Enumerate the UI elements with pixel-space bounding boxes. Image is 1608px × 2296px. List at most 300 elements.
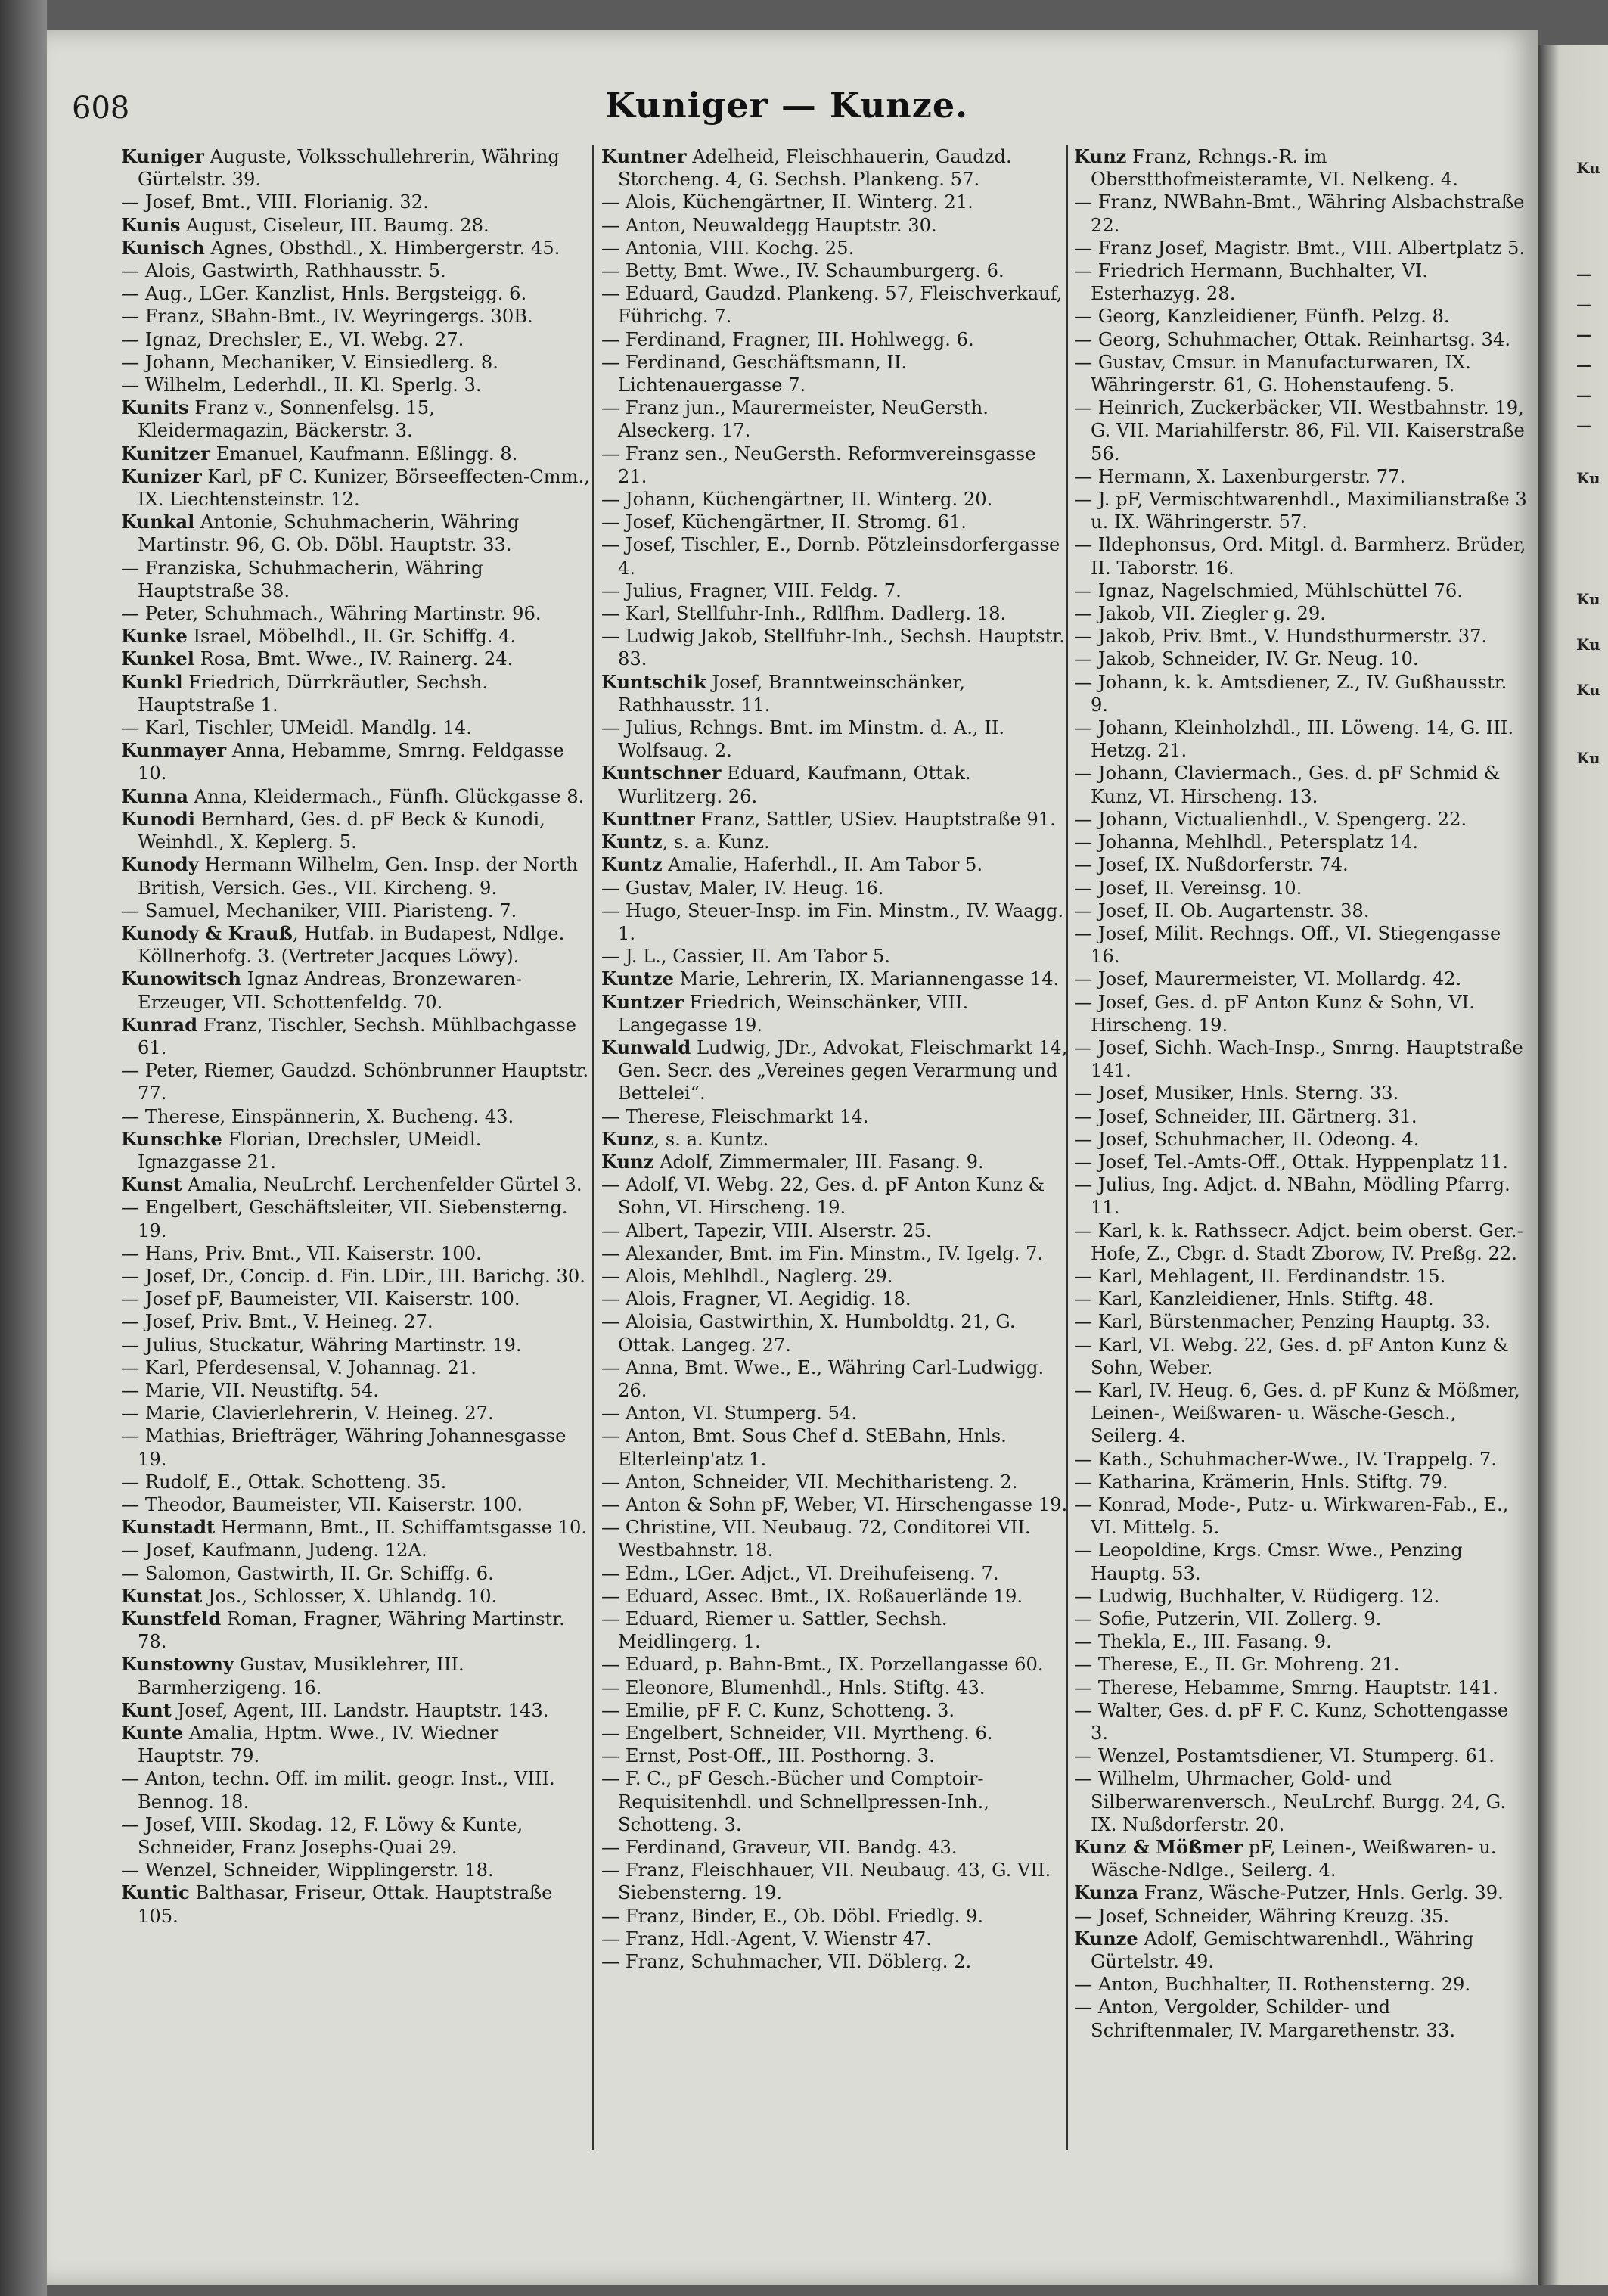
entry-details: — Jakob, VII. Ziegler g. 29.	[1074, 603, 1326, 625]
entry-surname: Kunisch	[121, 236, 205, 259]
entry-surname: Kunwald	[601, 1036, 691, 1058]
entry-surname: Kunz	[601, 1127, 654, 1150]
directory-column-1	[121, 145, 590, 2263]
entry-details: — Hans, Priv. Bmt., VII. Kaiserstr. 100.	[121, 1242, 482, 1264]
entry-details: — Julius, Stuckatur, Währing Martinstr. 19.	[121, 1334, 522, 1356]
entry-details: — Karl, IV. Heug. 6, Ges. d. pF Kunz & Mößmer, Leinen-, Weißwaren- u. Wäsche-Gesch., Seilerg. 4.	[1074, 1379, 1520, 1447]
directory-entry	[121, 808, 590, 853]
entry-details: — Josef, Küchengärtner, II. Stromg. 61.	[601, 511, 967, 533]
directory-entry	[1074, 465, 1528, 488]
directory-entry	[121, 282, 590, 305]
entry-surname: Kunz	[601, 1150, 654, 1173]
entry-details: — Franziska, Schuhmacherin, Währing Hauptstraße 38.	[121, 557, 483, 601]
entry-details: — Alexander, Bmt. im Fin. Minstm., IV. Igelg. 7.	[601, 1242, 1044, 1264]
adjacent-page-fragment: —	[1576, 416, 1591, 434]
entry-details: — Adolf, VI. Webg. 22, Ges. d. pF Anton Kunz & Sohn, VI. Hirscheng. 19.	[601, 1174, 1045, 1219]
directory-entry	[1074, 1219, 1528, 1265]
directory-entry	[601, 899, 1070, 945]
directory-entry	[121, 1813, 590, 1859]
entry-surname: Kunst	[121, 1173, 182, 1196]
entry-details: — Georg, Schuhmacher, Ottak. Reinhartsg. 34.	[1074, 328, 1511, 350]
entry-details: — Franz Josef, Magistr. Bmt., VIII. Albertplatz 5.	[1074, 237, 1526, 259]
directory-entry	[1074, 1745, 1528, 1767]
entry-surname: Kunitzer	[121, 442, 210, 464]
entry-details: — Josef, VIII. Skodag. 12, F. Löwy & Kunte, Schneider, Franz Josephs-Quai 29.	[121, 1813, 523, 1859]
entry-details: Antonie, Schuhmacherin, Währing Martinstr. 96, G. Ob. Döbl. Hauptstr. 33.	[138, 511, 520, 556]
entry-details: Friedrich, Dürrkräutler, Sechsh. Hauptstraße 1.	[138, 671, 489, 716]
entry-details: — Ferdinand, Geschäftsmann, II. Lichtenauergasse 7.	[601, 351, 908, 396]
entry-details: — Katharina, Krämerin, Hnls. Stiftg. 79.	[1074, 1471, 1448, 1493]
directory-entry	[601, 328, 1070, 351]
entry-details: Auguste, Volksschullehrerin, Währing Gürtelstr. 39.	[138, 146, 560, 191]
directory-entry	[601, 1128, 1070, 1151]
entry-details: — Rudolf, E., Ottak. Schotteng. 35.	[121, 1471, 447, 1493]
directory-entry	[1074, 877, 1528, 899]
directory-entry	[121, 1265, 590, 1288]
directory-entry	[601, 1699, 1070, 1722]
directory-entry	[601, 1242, 1070, 1265]
entry-details: — Georg, Kanzleidiener, Fünfh. Pelzg. 8.	[1074, 306, 1450, 328]
directory-entry	[1074, 1996, 1528, 2041]
entry-details: Adelheid, Fleischhauerin, Gaudzd. Storcheng. 4, G. Sechsh. Plankeng. 57.	[618, 146, 1012, 191]
entry-details: — Eleonore, Blumenhdl., Hnls. Stiftg. 43.	[601, 1676, 986, 1698]
directory-entry	[121, 853, 590, 899]
entry-details: — Wilhelm, Lederhdl., II. Kl. Sperlg. 3.	[121, 374, 482, 396]
directory-entry	[601, 1836, 1070, 1859]
entry-details: — Karl, Tischler, UMeidl. Mandlg. 14.	[121, 717, 472, 739]
directory-entry	[1074, 1128, 1528, 1151]
directory-entry	[1074, 1881, 1528, 1904]
entry-surname: Kunze	[1074, 1927, 1138, 1950]
entry-details: — Alois, Gastwirth, Rathhausstr. 5.	[121, 260, 446, 282]
directory-entry	[1074, 922, 1528, 968]
entry-details: — Aloisia, Gastwirthin, X. Humboldtg. 21, G. Ottak. Langeg. 27.	[601, 1311, 1016, 1356]
directory-entry	[121, 1242, 590, 1265]
entry-details: Marie, Lehrerin, IX. Mariannengasse 14.	[673, 968, 1060, 990]
entry-details: Anna, Hebamme, Smrng. Feldgasse 10.	[138, 740, 564, 784]
directory-entry	[601, 1493, 1070, 1516]
directory-entry	[601, 145, 1070, 191]
directory-entry	[121, 1539, 590, 1561]
entry-details: August, Ciseleur, III. Baumg. 28.	[180, 214, 489, 236]
entry-details: — Ildephonsus, Ord. Mitgl. d. Barmherz. Brüder, II. Taborstr. 16.	[1074, 534, 1526, 579]
directory-entry	[601, 1562, 1070, 1585]
directory-entry	[1074, 396, 1528, 465]
directory-entry	[1074, 853, 1528, 876]
directory-entry	[121, 1379, 590, 1402]
entry-details: — Wilhelm, Uhrmacher, Gold- und Silberwarenversch., NeuLrchf. Burgg. 24, G. IX. Nußdorferstr. 20.	[1074, 1768, 1506, 1835]
entry-details: Eduard, Kaufmann, Ottak. Wurlitzerg. 26.	[618, 763, 971, 807]
directory-entry	[121, 443, 590, 465]
directory-entry	[1074, 648, 1528, 670]
directory-entry	[1074, 1928, 1528, 1973]
directory-entry	[1074, 1653, 1528, 1676]
entry-details: Israel, Möbelhdl., II. Gr. Schiffg. 4.	[187, 626, 517, 648]
adjacent-page-fragment: —	[1576, 265, 1591, 283]
entry-details: Franz, Tischler, Sechsh. Mühlbachgasse 61.	[138, 1014, 576, 1058]
entry-details: Ludwig, JDr., Advokat, Fleischmarkt 14, Gen. Secr. des „Vereines gegen Verarmung und Bettelei“.	[618, 1036, 1068, 1105]
directory-entry	[1074, 1448, 1528, 1471]
directory-entry	[121, 557, 590, 602]
directory-entry	[121, 716, 590, 739]
entry-details: — Josef, Milit. Rechngs. Off., VI. Stiegengasse 16.	[1074, 922, 1501, 968]
entry-details: Josef, Agent, III. Landstr. Hauptstr. 143.	[171, 1699, 549, 1721]
entry-details: — Jakob, Schneider, IV. Gr. Neug. 10.	[1074, 648, 1419, 670]
directory-entry	[601, 968, 1070, 990]
entry-details: — Josef, Tischler, E., Dornb. Pötzleinsdorfergasse 4.	[601, 534, 1060, 579]
entry-details: — Samuel, Mechaniker, VIII. Piaristeng. 7.	[121, 899, 517, 921]
entry-details: — F. C., pF Gesch.-Bücher und Comptoir-Requisitenhdl. und Schnellpressen-Inh., Schotteng. 3.	[601, 1768, 989, 1835]
directory-entry	[1074, 808, 1528, 831]
entry-details: — Antonia, VIII. Kochg. 25.	[601, 237, 855, 259]
directory-entry	[1074, 488, 1528, 533]
directory-entry	[121, 465, 590, 511]
entry-details: — Christine, VII. Neubaug. 72, Conditorei VII. Westbahnstr. 18.	[601, 1517, 1031, 1561]
directory-entry	[121, 214, 590, 237]
entry-details: , s. a. Kunz.	[662, 831, 770, 853]
entry-details: — Anton, Schneider, VII. Mechitharisteng. 2.	[601, 1471, 1018, 1493]
entry-details: — Julius, Ing. Adjct. d. NBahn, Mödling Pfarrg. 11.	[1074, 1174, 1510, 1219]
directory-entry	[1074, 1288, 1528, 1310]
adjacent-page-fragment: —	[1576, 386, 1591, 404]
directory-entry	[601, 214, 1070, 237]
entry-details: — Peter, Schuhmach., Währing Martinstr. 96.	[121, 603, 542, 625]
entry-details: — J. L., Cassier, II. Am Tabor 5.	[601, 946, 890, 968]
adjacent-page-fragment: Ku	[1576, 159, 1600, 177]
directory-entry	[121, 1471, 590, 1493]
entry-surname: Kunt	[121, 1698, 172, 1721]
entry-details: — Johann, Kleinholzhdl., III. Löweng. 14, G. III. Hetzg. 21.	[1074, 717, 1514, 762]
entry-details: — Anna, Bmt. Wwe., E., Währing Carl-Ludwigg. 26.	[601, 1356, 1045, 1401]
directory-entry	[121, 328, 590, 351]
entry-details: — Hermann, X. Laxenburgerstr. 77.	[1074, 465, 1406, 487]
directory-entry	[601, 762, 1070, 807]
entry-details: — Josef pF, Baumeister, VII. Kaiserstr. 100.	[121, 1288, 520, 1310]
directory-entry	[121, 396, 590, 442]
entry-surname: Kunz & Mößmer	[1074, 1836, 1243, 1859]
entry-details: — Aug., LGer. Kanzlist, Hnls. Bergsteigg. 6.	[121, 283, 527, 305]
entry-details: — Franz, Schuhmacher, VII. Döblerg. 2.	[601, 1951, 972, 1973]
directory-entry	[601, 191, 1070, 213]
entry-details: — Josef, Maurermeister, VI. Mollardg. 42.	[1074, 968, 1462, 990]
entry-details: Amalie, Haferhdl., II. Am Tabor 5.	[662, 854, 983, 876]
directory-entry	[601, 351, 1070, 396]
entry-surname: Kuntz	[601, 831, 663, 853]
directory-entry	[1074, 1471, 1528, 1493]
directory-entry	[121, 1608, 590, 1653]
entry-details: — Johann, Mechaniker, V. Einsiedlerg. 8.	[121, 351, 498, 373]
directory-entry	[601, 396, 1070, 442]
entry-details: Franz, Wäsche-Putzer, Hnls. Gerlg. 39.	[1138, 1882, 1504, 1904]
entry-surname: Kunkl	[121, 670, 183, 693]
directory-entry	[601, 533, 1070, 579]
directory-entry	[601, 1425, 1070, 1470]
entry-details: — Walter, Ges. d. pF F. C. Kunz, Schottengasse 3.	[1074, 1699, 1509, 1745]
directory-entry	[121, 1516, 590, 1539]
entry-details: — Marie, Clavierlehrerin, V. Heineg. 27.	[121, 1403, 494, 1425]
directory-entry	[1074, 305, 1528, 328]
entry-surname: Kunody	[121, 853, 199, 876]
entry-details: — Franz, SBahn-Bmt., IV. Weyringergs. 30B.	[121, 306, 533, 328]
entry-details: — Karl, VI. Webg. 22, Ges. d. pF Anton Kunz & Sohn, Weber.	[1074, 1334, 1509, 1378]
directory-entry	[601, 1219, 1070, 1242]
entry-details: — Eduard, p. Bahn-Bmt., IX. Porzellangasse 60.	[601, 1654, 1044, 1676]
entry-details: — Julius, Fragner, VIII. Feldg. 7.	[601, 579, 902, 601]
directory-entry	[1074, 1105, 1528, 1128]
entry-details: — Wenzel, Schneider, Wipplingerstr. 18.	[121, 1859, 494, 1881]
directory-entry	[601, 1928, 1070, 1950]
entry-surname: Kunis	[121, 213, 181, 236]
directory-entry	[601, 625, 1070, 670]
entry-details: — Ignaz, Nagelschmied, Mühlschüttel 76.	[1074, 579, 1463, 601]
entry-surname: Kuniger	[121, 145, 204, 167]
entry-details: — Anton, techn. Off. im milit. geogr. Inst., VIII. Bennog. 18.	[121, 1768, 555, 1813]
directory-entry	[1074, 351, 1528, 396]
directory-entry	[121, 1653, 590, 1698]
adjacent-page-fragment: —	[1576, 325, 1591, 343]
directory-entry	[121, 625, 590, 648]
directory-entry	[601, 671, 1070, 716]
directory-entry	[121, 739, 590, 784]
entry-details: — Konrad, Mode-, Putz- u. Wirkwaren-Fab., E., VI. Mittelg. 5.	[1074, 1493, 1509, 1539]
entry-details: — Eduard, Riemer u. Sattler, Sechsh. Meidlingerg. 1.	[601, 1608, 948, 1653]
directory-entry	[1074, 1585, 1528, 1608]
directory-entry	[601, 443, 1070, 488]
entry-details: — Gustav, Maler, IV. Heug. 16.	[601, 877, 884, 899]
directory-entry	[1074, 1265, 1528, 1288]
directory-entry	[121, 1173, 590, 1196]
entry-details: — Anton, Bmt. Sous Chef d. StEBahn, Hnls. Elterleinp'atz 1.	[601, 1425, 1007, 1470]
entry-details: — Anton & Sohn pF, Weber, VI. Hirschengasse 19.	[601, 1493, 1068, 1515]
entry-surname: Kuntschner	[601, 762, 722, 784]
entry-details: Gustav, Musiklehrer, III. Barmherzigeng. 16.	[138, 1654, 464, 1698]
entry-details: Ignaz Andreas, Bronzewaren-Erzeuger, VII. Schottenfeldg. 70.	[138, 968, 522, 1013]
directory-entry	[601, 808, 1070, 831]
directory-entry	[1074, 1608, 1528, 1630]
directory-entry	[1074, 1699, 1528, 1745]
directory-entry	[1074, 1151, 1528, 1173]
directory-entry	[601, 1653, 1070, 1676]
directory-entry	[601, 1950, 1070, 1973]
entry-details: — Kath., Schuhmacher-Wwe., IV. Trappelg. 7.	[1074, 1448, 1497, 1470]
directory-entry	[121, 1356, 590, 1379]
entry-surname: Kunz	[1074, 145, 1127, 167]
entry-details: — Gustav, Cmsur. in Manufacturwaren, IX. Währingerstr. 61, G. Hohenstaufeng. 5.	[1074, 351, 1471, 396]
entry-details: — Johanna, Mehlhdl., Petersplatz 14.	[1074, 831, 1419, 853]
directory-entry	[1074, 716, 1528, 762]
entry-surname: Kunodi	[121, 807, 195, 830]
directory-entry	[601, 1516, 1070, 1561]
entry-details: — Therese, E., II. Gr. Mohreng. 21.	[1074, 1654, 1400, 1676]
directory-entry	[1074, 991, 1528, 1036]
directory-entry	[121, 1014, 590, 1059]
directory-entry	[601, 1585, 1070, 1608]
directory-entry	[1074, 968, 1528, 990]
entry-details: Franz, Sattler, USiev. Hauptstraße 91.	[694, 808, 1056, 830]
entry-details: — Karl, Mehlagent, II. Ferdinandstr. 15.	[1074, 1265, 1446, 1287]
directory-entry	[121, 1105, 590, 1128]
entry-surname: Kuntze	[601, 968, 674, 990]
column-rule	[592, 145, 594, 2150]
directory-entry	[121, 374, 590, 396]
adjacent-page-fragment: Ku	[1576, 469, 1600, 487]
directory-entry	[601, 511, 1070, 533]
entry-details: — Emilie, pF F. C. Kunz, Schotteng. 3.	[601, 1699, 955, 1721]
directory-entry	[601, 991, 1070, 1036]
directory-entry	[1074, 145, 1528, 191]
directory-entry	[1074, 579, 1528, 602]
entry-surname: Kuntschik	[601, 670, 706, 693]
directory-entry	[601, 237, 1070, 259]
entry-details: Rosa, Bmt. Wwe., IV. Rainerg. 24.	[194, 648, 514, 670]
entry-details: — Josef, Bmt., VIII. Florianig. 32.	[121, 191, 429, 213]
entry-details: Florian, Drechsler, UMeidl. Ignazgasse 21.	[138, 1128, 482, 1173]
entry-details: — Johann, Küchengärtner, II. Winterg. 20.	[601, 489, 993, 511]
directory-entry	[121, 1288, 590, 1310]
entry-details: — Josef, Dr., Concip. d. Fin. LDir., III. Barichg. 30.	[121, 1265, 585, 1287]
entry-details: — Franz jun., Maurermeister, NeuGersth. Alseckerg. 17.	[601, 397, 989, 442]
directory-entry	[1074, 762, 1528, 807]
directory-entry	[1074, 1973, 1528, 1996]
directory-entry	[601, 1265, 1070, 1288]
directory-entry	[601, 1608, 1070, 1653]
entry-details: — Franz, Fleischhauer, VII. Neubaug. 43, G. VII. Siebensterng. 19.	[601, 1859, 1051, 1904]
directory-entry	[121, 145, 590, 191]
directory-entry	[121, 1881, 590, 1927]
entry-surname: Kunke	[121, 625, 188, 648]
entry-surname: Kunkal	[121, 511, 195, 533]
entry-surname: Kunmayer	[121, 739, 227, 762]
directory-entry	[601, 1767, 1070, 1836]
directory-entry	[1074, 1310, 1528, 1333]
directory-entry	[601, 259, 1070, 282]
entry-details: — Franz, Binder, E., Ob. Döbl. Friedlg. 9.	[601, 1905, 984, 1927]
entry-surname: Kunza	[1074, 1881, 1139, 1904]
directory-entry	[1074, 1539, 1528, 1584]
directory-entry	[1074, 1082, 1528, 1105]
directory-entry	[1074, 899, 1528, 922]
entry-details: — Anton, VI. Stumperg. 54.	[601, 1403, 858, 1425]
entry-surname: Kunizer	[121, 464, 202, 487]
directory-entry	[1074, 831, 1528, 853]
entry-surname: Kunte	[121, 1722, 184, 1745]
directory-entry	[1074, 671, 1528, 716]
entry-details: — Ferdinand, Graveur, VII. Bandg. 43.	[601, 1837, 958, 1859]
directory-entry	[121, 259, 590, 282]
directory-entry	[601, 1471, 1070, 1493]
entry-details: — Anton, Buchhalter, II. Rothensterng. 29.	[1074, 1974, 1471, 1996]
entry-details: — Josef, Tel.-Amts-Off., Ottak. Hyppenplatz 11.	[1074, 1151, 1509, 1173]
entry-details: — Franz sen., NeuGersth. Reformvereinsgasse 21.	[601, 443, 1036, 487]
entry-surname: Kunna	[121, 784, 188, 807]
entry-details: — Engelbert, Schneider, VII. Myrtheng. 6.	[601, 1723, 993, 1745]
directory-entry	[121, 1699, 590, 1722]
entry-details: — Sofie, Putzerin, VII. Zollerg. 9.	[1074, 1608, 1382, 1630]
directory-entry	[121, 1722, 590, 1767]
entry-surname: Kunody & Krauß	[121, 921, 293, 944]
directory-entry	[601, 1105, 1070, 1128]
entry-details: Agnes, Obsthdl., X. Himbergerstr. 45.	[204, 237, 560, 259]
directory-entry	[121, 237, 590, 259]
entry-details: Jos., Schlosser, X. Uhlandg. 10.	[202, 1585, 498, 1607]
entry-details: Adolf, Gemischtwarenhdl., Währing Gürtelstr. 49.	[1091, 1928, 1474, 1973]
directory-entry	[601, 602, 1070, 625]
entry-surname: Kunowitsch	[121, 968, 241, 990]
entry-surname: Kuntzer	[601, 990, 684, 1013]
directory-entry	[121, 1493, 590, 1516]
directory-entry	[601, 1151, 1070, 1173]
directory-entry	[601, 877, 1070, 899]
entry-details: — Peter, Riemer, Gaudzd. Schönbrunner Hauptstr. 77.	[121, 1060, 589, 1105]
entry-details: — Johann, Victualienhdl., V. Spengerg. 22.	[1074, 808, 1467, 830]
entry-details: Amalia, NeuLrchf. Lerchenfelder Gürtel 3.	[182, 1174, 582, 1196]
directory-entry	[1074, 1036, 1528, 1082]
entry-details: — Therese, Hebamme, Smrng. Hauptstr. 141.	[1074, 1676, 1498, 1698]
entry-details: — Josef, Schneider, III. Gärtnerg. 31.	[1074, 1105, 1417, 1127]
directory-entry	[601, 282, 1070, 328]
entry-surname: Kunrad	[121, 1013, 197, 1036]
entry-details: — Therese, Fleischmarkt 14.	[601, 1105, 869, 1127]
directory-entry	[1074, 191, 1528, 236]
entry-details: Friedrich, Weinschänker, VIII. Langegasse 19.	[618, 991, 969, 1036]
entry-surname: Kunstowny	[121, 1653, 234, 1676]
entry-details: Roman, Fragner, Währing Martinstr. 78.	[138, 1608, 565, 1653]
adjacent-page-fragment: Ku	[1576, 635, 1600, 654]
directory-entry	[121, 922, 590, 968]
directory-entry	[121, 1334, 590, 1356]
entry-details: — Heinrich, Zuckerbäcker, VII. Westbahnstr. 19, G. VII. Mariahilferstr. 86, Fil. VII. Kaiserstraße 56.	[1074, 397, 1525, 464]
entry-details: — Eduard, Gaudzd. Plankeng. 57, Fleischverkauf, Führichg. 7.	[601, 283, 1063, 328]
entry-surname: Kunits	[121, 396, 189, 419]
entry-details: — Albert, Tapezir, VIII. Alserstr. 25.	[601, 1219, 932, 1241]
directory-entry	[1074, 1836, 1528, 1881]
directory-column-2	[601, 145, 1070, 2263]
entry-details: — Edm., LGer. Adjct., VI. Dreihufeiseng. 7.	[601, 1562, 999, 1584]
book-spine-edge	[0, 0, 47, 2296]
directory-entry	[1074, 259, 1528, 305]
entry-details: — Leopoldine, Krgs. Cmsr. Wwe., Penzing Hauptg. 53.	[1074, 1539, 1463, 1584]
entry-details: Josef, Branntweinschänker, Rathhausstr. 11.	[618, 671, 965, 716]
entry-details: — Karl, Bürstenmacher, Penzing Hauptg. 33.	[1074, 1311, 1491, 1333]
entry-details: Emanuel, Kaufmann. Eßlingg. 8.	[210, 443, 518, 464]
directory-entry	[601, 1173, 1070, 1219]
directory-entry	[601, 853, 1070, 876]
entry-details: — Ignaz, Drechsler, E., VI. Webg. 27.	[121, 328, 464, 350]
directory-entry	[1074, 1767, 1528, 1836]
directory-entry	[601, 1722, 1070, 1745]
entry-surname: Kuntner	[601, 145, 687, 167]
entry-details: — Wenzel, Postamtsdiener, VI. Stumperg. 61.	[1074, 1745, 1495, 1767]
adjacent-page-fragment: Ku	[1576, 749, 1600, 767]
directory-entry	[121, 899, 590, 922]
directory-entry	[121, 1402, 590, 1425]
entry-details: — Alois, Fragner, VI. Aegidig. 18.	[601, 1288, 911, 1310]
entry-details: Franz v., Sonnenfelsg. 15, Kleidermagazin, Bäckerstr. 3.	[138, 397, 435, 442]
entry-details: — Josef, Ges. d. pF Anton Kunz & Sohn, VI. Hirscheng. 19.	[1074, 991, 1475, 1036]
entry-details: — Johann, k. k. Amtsdiener, Z., IV. Gußhausstr. 9.	[1074, 671, 1507, 716]
directory-entry	[1074, 1676, 1528, 1699]
entry-details: — Friedrich Hermann, Buchhalter, VI. Esterhazyg. 28.	[1074, 260, 1428, 305]
entry-details: — Betty, Bmt. Wwe., IV. Schaumburgerg. 6.	[601, 260, 1004, 282]
entry-details: — Alois, Küchengärtner, II. Winterg. 21.	[601, 191, 973, 213]
directory-entry	[601, 488, 1070, 511]
entry-details: — Ernst, Post-Off., III. Posthorng. 3.	[601, 1745, 935, 1767]
entry-details: — Josef, II. Ob. Augartenstr. 38.	[1074, 899, 1370, 921]
entry-details: — Thekla, E., III. Fasang. 9.	[1074, 1631, 1332, 1653]
directory-entry	[121, 1767, 590, 1813]
entry-surname: Kunkel	[121, 648, 194, 670]
entry-details: — Eduard, Assec. Bmt., IX. Roßauerlände 19.	[601, 1585, 1023, 1607]
